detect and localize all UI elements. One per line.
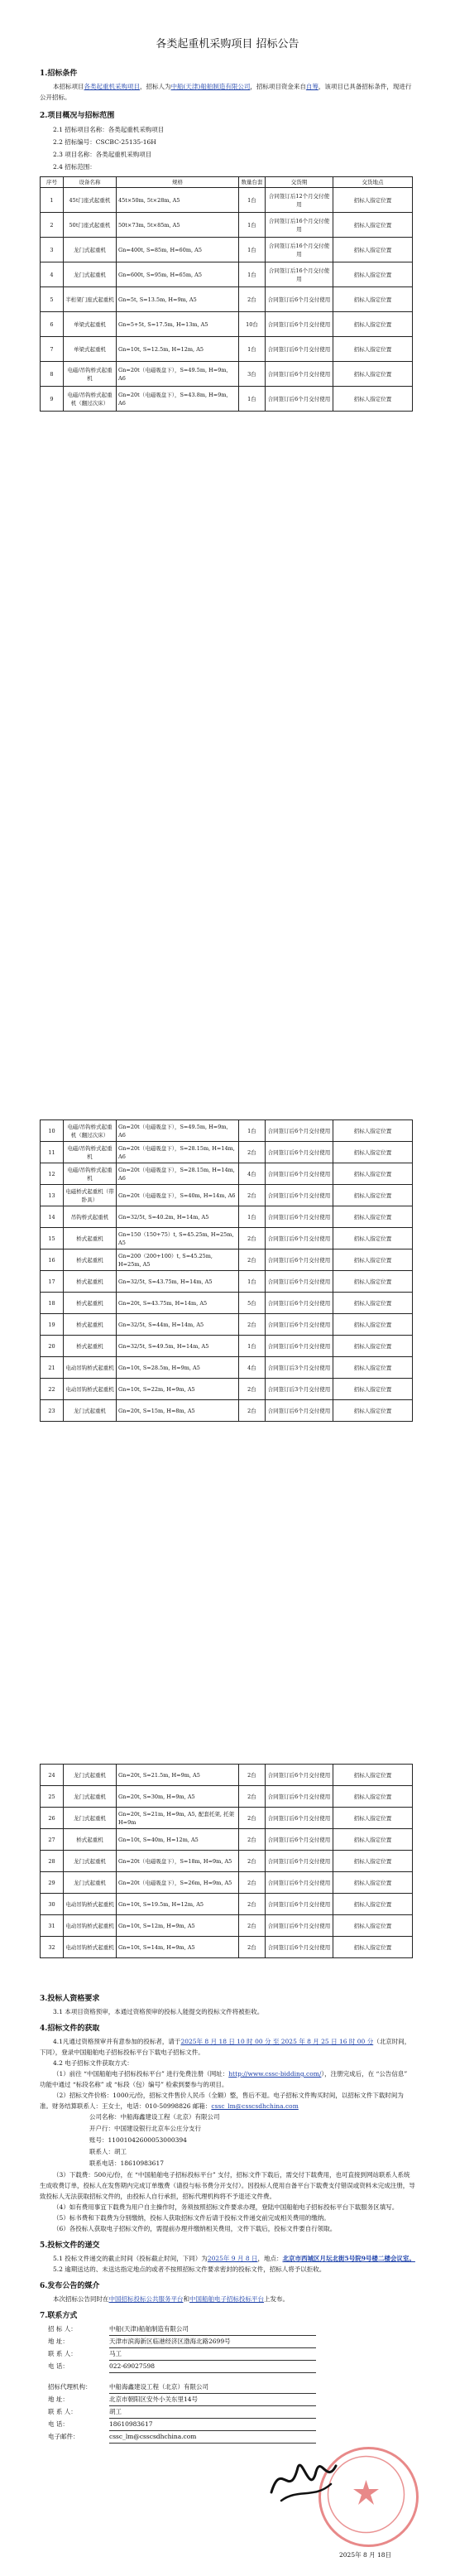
spec-cell: Gn=20t, S=30m, H=9m, A5 [117,1786,239,1808]
quantity-cell: 2台 [239,287,266,312]
quantity-cell: 2台 [239,1915,266,1937]
section-4-p13: （6）各投标人获取电子招标文件的，需提前办理并缴纳相关费用，文件下载后，投标文件要自行领取。 [53,2225,337,2232]
delivery-time-cell: 合同签订后6个月交付使用 [266,1894,333,1915]
page-2 [0,795,455,1714]
delivery-time-cell: 合同签订后6个月交付使用 [266,1271,333,1293]
delivery-place-cell: 招标人指定位置 [333,1271,413,1293]
row-number: 9 [41,387,64,412]
delivery-place-cell: 招标人指定位置 [333,1851,413,1872]
section-5-p2: 5.2 逾期送达的、未送达指定地点的或者不按照招标文件要求密封的投标文件，招标人将予以拒收。 [53,2265,326,2273]
row-number: 13 [41,1185,64,1206]
delivery-time-cell: 合同签订后12个月交付使用 [266,188,333,213]
quantity-cell: 5台 [239,1293,266,1314]
equipment-name: 龙门式起重机 [64,1872,117,1894]
spec-cell: 50t×73m, 5t×85m, A5 [117,213,239,238]
row-number: 19 [41,1314,64,1336]
table-row [41,1185,413,1206]
contact-row: 招标代理机构： 中船海鑫建设工程（北京）有限公司 [48,2381,415,2394]
section-4-p1: 4.1凡通过资格预审并有意参加的投标者，请于2025年 8 月 18 日 10 时 00 分 至 2025 年 8 月 25 日 16 时 00 分（北京时间，下同），登录中国船舶电子招标投标平台下载电子招标文件。 [40,2038,411,2056]
delivery-place-cell: 招标人指定位置 [333,1894,413,1915]
delivery-time-cell: 合同签订后16个月交付使用 [266,213,333,238]
equipment-name: 电磁/吊钩桥式起重机 [64,362,117,387]
table-row [41,213,413,238]
spec-cell: Gn=20t（电磁吸盘下），S=28.15m, H=14m, A6 [117,1163,239,1185]
delivery-time-cell: 合同签订后3个月交付使用 [266,1357,333,1379]
section-5-p1: 5.1 投标文件递交的截止时间（投标截止时间，下同）为2025年 9 月 8 日，地点：北京市西城区月坛北街5号院9号楼二楼会议室。 [53,2255,415,2262]
equipment-name: 龙门式起重机 [64,1400,117,1422]
notice-date: 2025年 8 月 18日 [339,2551,392,2559]
table-row [41,1228,413,1249]
spec-cell: Gn=20t, S=21.5m, H=9m, A5 [117,1765,239,1786]
delivery-place-cell: 招标人指定位置 [333,1915,413,1937]
row-number: 5 [41,287,64,312]
row-number: 8 [41,362,64,387]
header-cell: 序号 [41,177,64,188]
equipment-name: 50t门座式起重机 [64,213,117,238]
equipment-name: 电动吊钩桥式起重机 [64,1937,117,1958]
delivery-place-cell: 招标人指定位置 [333,1379,413,1400]
contact-row: 联 系 人： 马工 [48,2348,415,2361]
table-row [41,1400,413,1422]
delivery-place-cell: 招标人指定位置 [333,1293,413,1314]
delivery-time-cell: 合同签订后16个月交付使用 [266,238,333,262]
table-row [41,1120,413,1142]
table-body [41,1765,413,1958]
quantity-cell: 1台 [239,1206,266,1228]
delivery-place-cell: 招标人指定位置 [333,1206,413,1228]
spec-cell: Gn=400t, S=85m, H=60m, A5 [117,238,239,262]
spec-cell: 45t×50m, 5t×28m, A5 [117,188,239,213]
delivery-time-cell: 合同签订后6个月交付使用 [266,1336,333,1357]
quantity-cell: 2台 [239,1937,266,1958]
contact-row: 电 话： 022-69027598 [48,2361,415,2373]
table-row [41,362,413,387]
spec-cell: Gn=10t, S=12m, H=9m, A5 [117,1915,239,1937]
section-4-p3: （1）前往 “中国船舶电子招标投标平台” 进行免费注册（网址：http://www.cssc-bidding.com/），注册完成后，在 “公告信息” 功能中通过 “标段名称” 或 “标段（包）编号” 检索到要参与的项目。 [40,2070,408,2088]
equipment-name: 桥式起重机 [64,1314,117,1336]
spec-cell: Gn=20t, S=43.75m, H=14m, A5 [117,1293,239,1314]
email-link[interactable]: cssc_lm@csscsdhchina.com [211,2102,299,2110]
section-5-heading: 5.投标文件的递交 [40,2241,100,2250]
quantity-cell: 1台 [239,238,266,262]
row-number: 26 [41,1808,64,1829]
spec-cell: Gn=20t（电磁吸盘下），S=28.15m, H=14m, A6 [117,1142,239,1163]
quantity-cell: 4台 [239,1163,266,1185]
row-number: 21 [41,1357,64,1379]
header-cell: 数量台套 [239,177,266,188]
quantity-cell: 2台 [239,1228,266,1249]
sections-3-to-7 [40,1987,415,2444]
equipment-name: 龙门式起重机 [64,1786,117,1808]
row-number: 12 [41,1163,64,1185]
section-3-text: 3.1 本项目资格预审，本通过资格预审的投标人能提交的投标文件将被拒收。 [53,2008,264,2015]
equipment-name: 单梁式起重机 [64,312,117,337]
delivery-time-cell: 合同签订后6个月交付使用 [266,1142,333,1163]
delivery-time-cell: 合同签订后6个月交付使用 [266,1206,333,1228]
quantity-cell: 1台 [239,262,266,287]
row-number: 25 [41,1786,64,1808]
delivery-time-cell: 合同签订后6个月交付使用 [266,1872,333,1894]
delivery-place-cell: 招标人指定位置 [333,1249,413,1271]
delivery-time-cell: 合同签订后6个月交付使用 [266,1937,333,1958]
spec-cell: Gn=32/5t, S=40.2m, H=14m, A5 [117,1206,239,1228]
row-number: 23 [41,1400,64,1422]
delivery-place-cell: 招标人指定位置 [333,1829,413,1851]
table-row [41,1937,413,1958]
delivery-place-cell: 招标人指定位置 [333,312,413,337]
delivery-time-cell: 合同签订后6个月交付使用 [266,1163,333,1185]
delivery-time-cell: 合同签订后6个月交付使用 [266,1314,333,1336]
quantity-cell: 4台 [239,1357,266,1379]
section-4-p4: （2）招标文件价格：1000元/份，招标文件售价人民币（全额）整，售后不退。电子招标文件购买时间，以招标文件下载时间为准。财务结算联系人：王女士，电话：010-50998826 邮箱：cssc_lm@csscsdhchina.com [40,2092,404,2110]
delivery-place-cell: 招标人指定位置 [333,1228,413,1249]
delivery-time-cell: 合同签订后6个月交付使用 [266,1293,333,1314]
table-row [41,1765,413,1786]
bank-branch: 开户行：中国建设银行北京车公庄分支行 [89,2125,201,2132]
delivery-place-cell: 招标人指定位置 [333,362,413,387]
delivery-place-cell: 招标人指定位置 [333,188,413,213]
equipment-name: 桥式起重机 [64,1228,117,1249]
signature-icon [265,2451,339,2509]
equipment-name: 电动吊钩桥式起重机 [64,1894,117,1915]
table-row [41,1249,413,1271]
header-cell: 交货地点 [333,177,413,188]
equipment-name: 电磁/吊钩桥式起重机（翻过次床） [64,1120,117,1142]
delivery-time-cell: 合同签订后6个月交付使用 [266,1228,333,1249]
quantity-cell: 2台 [239,1808,266,1829]
section-2-line-1: 2.1 招标项目名称：各类起重机采购项目 [53,126,165,133]
table-row [41,262,413,287]
equipment-name: 桥式起重机 [64,1336,117,1357]
section-4-p11: （4）如有费用事宜下载费为用户自主操作时，务须按照招标文件要求办理，登陆中国船舶电子招标投标平台下载服务区填写。 [53,2203,399,2211]
header-cell: 交货期 [266,177,333,188]
delivery-time-cell: 合同签订后6个月交付使用 [266,287,333,312]
table-row [41,1379,413,1400]
row-number: 24 [41,1765,64,1786]
table-row [41,188,413,213]
table-row [41,238,413,262]
delivery-time-cell: 合同签订后6个月交付使用 [266,1829,333,1851]
row-number: 17 [41,1271,64,1293]
table-row [41,287,413,312]
quantity-cell: 2台 [239,1872,266,1894]
equipment-name: 半桁架门座式起重机 [64,287,117,312]
delivery-time-cell: 合同签订后6个月交付使用 [266,1851,333,1872]
table-row [41,1872,413,1894]
spec-cell: Gn=20t, S=21m, H=9m, A5, 配套托架, 托架H=9m [117,1808,239,1829]
table-row [41,1915,413,1937]
spec-cell: Gn=150（150+75）t, S=45.25m, H=25m, A5 [117,1228,239,1249]
row-number: 29 [41,1872,64,1894]
quantity-cell: 2台 [239,1894,266,1915]
equipment-name: 电磁/吊钩桥式起重机 [64,1142,117,1163]
table-row [41,1357,413,1379]
delivery-place-cell: 招标人指定位置 [333,287,413,312]
header-cell: 设备名称 [64,177,117,188]
delivery-place-cell: 招标人指定位置 [333,213,413,238]
spec-cell: Gn=10t, S=19.5m, H=12m, A5 [117,1894,239,1915]
spec-cell: Gn=32/5t, S=43.75m, H=14m, A5 [117,1271,239,1293]
equipment-name: 45t门座式起重机 [64,188,117,213]
delivery-place-cell: 招标人指定位置 [333,238,413,262]
table-row [41,1163,413,1185]
spec-cell: Gn=10t, S=22m, H=9m, A5 [117,1379,239,1400]
quantity-cell: 10台 [239,312,266,337]
equipment-name: 桥式起重机 [64,1829,117,1851]
spec-cell: Gn=10t, S=14m, H=9m, A5 [117,1937,239,1958]
delivery-time-cell: 合同签订后6个月交付使用 [266,312,333,337]
delivery-place-cell: 招标人指定位置 [333,1937,413,1958]
quantity-cell: 3台 [239,362,266,387]
delivery-place-cell: 招标人指定位置 [333,1163,413,1185]
quantity-cell: 1台 [239,213,266,238]
quantity-cell: 1台 [239,1120,266,1142]
equipment-name: 桥式起重机 [64,1293,117,1314]
contact-row: 招 标 人： 中船(天津)船舶制造有限公司 [48,2323,415,2336]
row-number: 22 [41,1379,64,1400]
delivery-time-cell: 合同签订后6个月交付使用 [266,1185,333,1206]
delivery-time-cell: 合同签订后6个月交付使用 [266,337,333,362]
section-1-text: 本招标项目各类起重机采购项目，招标人为中船(天津)船舶制造有限公司，招标项目资金来自自筹，该项目已具备招标条件，现进行公开招标。 [40,83,412,101]
page-title: 各类起重机采购项目 招标公告 [156,38,299,51]
row-number: 10 [41,1120,64,1142]
row-number: 30 [41,1894,64,1915]
quantity-cell: 2台 [239,1400,266,1422]
delivery-time-cell: 合同签订后6个月交付使用 [266,1915,333,1937]
delivery-place-cell: 招标人指定位置 [333,1120,413,1142]
equipment-name: 龙门式起重机 [64,1808,117,1829]
delivery-time-cell: 合同签订后16个月交付使用 [266,262,333,287]
contact-row: 电 话： 18610983617 [48,2419,415,2431]
table-row [41,1271,413,1293]
equipment-name: 龙门式起重机 [64,262,117,287]
quantity-cell: 2台 [239,1314,266,1336]
equipment-name: 吊钩桥式起重机 [64,1206,117,1228]
spec-cell: Gn=5+5t, S=17.5m, H=13m, A5 [117,312,239,337]
section-2-line-2: 2.2 招标编号：CSCBC-25135-16H [53,138,156,146]
quantity-cell: 2台 [239,1142,266,1163]
table-body [41,1120,413,1422]
row-number: 7 [41,337,64,362]
spec-cell: Gn=20t, S=15m, H=8m, A5 [117,1400,239,1422]
row-number: 15 [41,1228,64,1249]
delivery-time-cell: 合同签订后6个月交付使用 [266,362,333,387]
row-number: 6 [41,312,64,337]
finance-phone: 联系电话：18610983617 [89,2160,164,2167]
contact-block [40,2323,415,2444]
equipment-name: 电磁/吊钩桥式起重机（翻过次床） [64,387,117,412]
equipment-name: 龙门式起重机 [64,1765,117,1786]
platform-link[interactable]: http://www.cssc-bidding.com/ [228,2070,322,2078]
equipment-table-part-1 [40,176,413,412]
spec-cell: Gn=200（200+100）t, S=45.25m, H=25m, A5 [117,1249,239,1271]
delivery-place-cell: 招标人指定位置 [333,387,413,412]
delivery-place-cell: 招标人指定位置 [333,1142,413,1163]
section-2-line-4: 2.4 招标范围： [53,163,96,171]
table-row [41,1808,413,1829]
contact-row: 地 址： 天津市滨海新区临港经济区渤海北路2699号 [48,2336,415,2348]
equipment-name: 龙门式起重机 [64,1851,117,1872]
table-row [41,1142,413,1163]
delivery-place-cell: 招标人指定位置 [333,1357,413,1379]
delivery-time-cell: 合同签订后6个月交付使用 [266,1120,333,1142]
section-2-line-3: 2.3 项目名称：各类起重机采购项目 [53,151,152,158]
row-number: 4 [41,262,64,287]
quantity-cell: 2台 [239,1786,266,1808]
row-number: 27 [41,1829,64,1851]
header-cell: 规格 [117,177,239,188]
table-header-row [41,177,413,188]
quantity-cell: 1台 [239,337,266,362]
spec-cell: Gn=32/5t, S=49.5m, H=14m, A5 [117,1336,239,1357]
section-7-heading: 7.联系方式 [40,2312,78,2320]
spec-cell: Gn=20t（电磁吸盘下），S=18m, H=9m, A5 [117,1851,239,1872]
table-row [41,1314,413,1336]
table-row [41,1336,413,1357]
delivery-time-cell: 合同签订后6个月交付使用 [266,1249,333,1271]
page-1 [0,0,455,795]
delivery-time-cell: 合同签订后6个月交付使用 [266,1400,333,1422]
quantity-cell: 2台 [239,1379,266,1400]
delivery-time-cell: 合同签订后6个月交付使用 [266,1808,333,1829]
spec-cell: Gn=20t（电磁吸盘下），S=49.5m, H=9m, A6 [117,1120,239,1142]
delivery-place-cell: 招标人指定位置 [333,337,413,362]
quantity-cell: 2台 [239,1829,266,1851]
row-number: 18 [41,1293,64,1314]
equipment-name: 电磁/吊钩桥式起重机 [64,1163,117,1185]
row-number: 11 [41,1142,64,1163]
spec-cell: Gn=20t（电磁吸盘下），S=43.8m, H=9m, A6 [117,387,239,412]
delivery-time-cell: 合同签订后6个月交付使用 [266,1786,333,1808]
quantity-cell: 1台 [239,188,266,213]
delivery-place-cell: 招标人指定位置 [333,1786,413,1808]
contact-row: 地 址： 北京市朝阳区安外小关东里14号 [48,2394,415,2406]
row-number: 32 [41,1937,64,1958]
equipment-name: 电磁桥式起重机（带卧具） [64,1185,117,1206]
quantity-cell: 2台 [239,1185,266,1206]
delivery-time-cell: 合同签订后6个月交付使用 [266,387,333,412]
table-body [41,188,413,412]
spec-cell: Gn=32/5t, S=44m, H=14m, A5 [117,1314,239,1336]
row-number: 3 [41,238,64,262]
delivery-place-cell: 招标人指定位置 [333,1808,413,1829]
bank-company: 公司名称：中船海鑫建设工程（北京）有限公司 [89,2113,220,2121]
row-number: 31 [41,1915,64,1937]
delivery-place-cell: 招标人指定位置 [333,1314,413,1336]
section-3-heading: 3.投标人资格要求 [40,1995,100,2003]
delivery-place-cell: 招标人指定位置 [333,1765,413,1786]
finance-contact: 联系人：胡工 [89,2148,127,2155]
spec-cell: Gn=20t（电磁吸盘下），S=49.5m, H=9m, A6 [117,362,239,387]
spec-cell: Gn=600t, S=95m, H=65m, A5 [117,262,239,287]
table-row [41,1206,413,1228]
quantity-cell: 2台 [239,1851,266,1872]
spec-cell: Gn=20t（电磁吸盘下），S=26m, H=9m, A5 [117,1872,239,1894]
section-4-p2: 4.2 电子招标文件获取方式： [53,2059,133,2067]
row-number: 14 [41,1206,64,1228]
quantity-cell: 2台 [239,1765,266,1786]
contact-row: 联 系 人： 胡工 [48,2406,415,2419]
quantity-cell: 1台 [239,387,266,412]
equipment-name: 电动吊钩桥式起重机 [64,1915,117,1937]
equipment-table-part-3 [40,1764,413,1958]
spec-cell: Gn=10t, S=28.5m, H=9m, A5 [117,1357,239,1379]
table-row [41,1851,413,1872]
delivery-time-cell: 合同签订后3个月交付使用 [266,1379,333,1400]
row-number: 1 [41,188,64,213]
table-row [41,1786,413,1808]
section-4-p12: （5）标书费和下载费为分别缴纳，投标人获取招标文件后请于投标文件递交前完成相关费用的缴纳。 [53,2214,330,2222]
section-4-p10: （3）下载费：500元/份，在 “中国船舶电子招标投标平台” 支付，招标文件下载后，需交付下载费用，也可直接到网站联系人系统生成收费订单，投标人在发售期内完成订单缴费（请投与标书费分开支付）。因投标人使用自备平台下载费支付错误或资料未完成注册，导致投标人无法获取招标文件的，由投标人自行承担，招标代理机构将不予退还文件费。 [40,2171,415,2200]
equipment-name: 单梁式起重机 [64,337,117,362]
equipment-name: 龙门式起重机 [64,238,117,262]
contact-row: 电子邮件： cssc_lm@csscsdhchina.com [48,2431,415,2444]
row-number: 20 [41,1336,64,1357]
equipment-name: 电动吊钩桥式起重机 [64,1357,117,1379]
section-2-heading: 2.项目概况与招标范围 [40,112,115,120]
delivery-place-cell: 招标人指定位置 [333,1336,413,1357]
equipment-name: 桥式起重机 [64,1249,117,1271]
delivery-place-cell: 招标人指定位置 [333,1185,413,1206]
spec-cell: Gn=5t, S=13.5m, H=9m, A5 [117,287,239,312]
equipment-name: 桥式起重机 [64,1271,117,1293]
table-row [41,312,413,337]
quantity-cell: 1台 [239,1336,266,1357]
row-number: 28 [41,1851,64,1872]
equipment-name: 电动吊钩桥式起重机 [64,1379,117,1400]
delivery-time-cell: 合同签订后6个月交付使用 [266,1765,333,1786]
table-row [41,1293,413,1314]
section-6-text: 本次招标公告同时在中国招标投标公共服务平台和中国船舶电子招标投标平台上发布。 [53,2295,289,2303]
row-number: 2 [41,213,64,238]
row-number: 16 [41,1249,64,1271]
delivery-place-cell: 招标人指定位置 [333,262,413,287]
table-row [41,1829,413,1851]
delivery-place-cell: 招标人指定位置 [333,1872,413,1894]
quantity-cell: 1台 [239,1271,266,1293]
spec-cell: Gn=20t（电磁吸盘下），S=40m, H=14m, A6 [117,1185,239,1206]
spec-cell: Gn=10t, S=40m, H=12m, A5 [117,1829,239,1851]
section-6-heading: 6.发布公告的媒介 [40,2282,100,2290]
table-row [41,387,413,412]
spec-cell: Gn=10t, S=12.5m, H=12m, A5 [117,337,239,362]
table-row [41,337,413,362]
quantity-cell: 2台 [239,1249,266,1271]
bank-account: 账号：11001042600053000394 [89,2136,187,2144]
section-1-heading: 1.招标条件 [40,70,78,78]
equipment-table-part-2 [40,1119,413,1422]
delivery-place-cell: 招标人指定位置 [333,1400,413,1422]
section-4-heading: 4.招标文件的获取 [40,2025,100,2033]
table-row [41,1894,413,1915]
